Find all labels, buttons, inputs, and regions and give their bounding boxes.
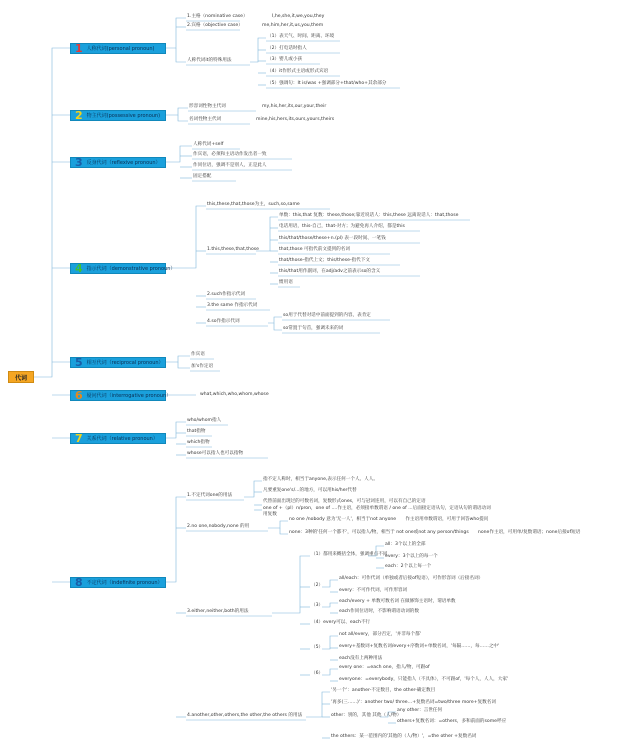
indefinite-item: 凡要重复one's/...的地方，可以用his/her代替	[263, 488, 357, 493]
category-label: 关系代词（relative pronoun）	[86, 436, 158, 442]
indefinite-item: one of +（pl）n/pron，one of ....作主语，必须接单数谓语 / one of ...后面接定语从句，定语从句的谓语动词用复数	[263, 506, 491, 517]
indefinite-item: everyone：=everybody，只能指人（不具体），不可跟of，'每个人，人人，大家'	[339, 677, 509, 682]
category-interrogative[interactable]	[70, 388, 172, 402]
indefinite-group[interactable]: 2.no one,nobody,none 的用	[187, 524, 250, 529]
indefinite-item: every+基数词+复数名词/every+序数词+单数名词，'每隔……，每……之中'	[339, 644, 500, 649]
indefinite-item: each作同位语时，不影响谓语动词的数	[339, 609, 419, 614]
indefinite-group[interactable]: 1.不定代词one的用法	[187, 493, 233, 498]
indefinite-item: other：别的，其他 其他（人/物）	[331, 713, 402, 718]
indefinite-item: not all/every，部分否定，'并非每个都'	[339, 632, 421, 637]
demonstrative-item: so用于代替对话中前面提到的内容，表肯定	[283, 313, 371, 318]
possessive-adj-words: my,his,her,its,our,your,their	[262, 104, 327, 109]
demonstrative-item: 电话用语，this-自己，that-对方；为避免再人介绍，都是this	[279, 224, 405, 229]
indefinite-sub: （2）	[311, 583, 324, 588]
category-number: 1	[75, 41, 83, 55]
category-number: 2	[75, 108, 83, 122]
personal-it-item: （5）强调句：It is/was +强调部分+that/who+其余部分	[267, 81, 387, 86]
personal-nominative-words: I,he,she,it,we,you,they	[272, 14, 325, 19]
root-node[interactable]: 代词	[8, 371, 34, 383]
reflexive-item[interactable]: 固定搭配	[193, 174, 212, 179]
indefinite-item: '另一个'：another-不定数目，the other-确定数目	[331, 688, 436, 693]
indefinite-sub: （1）都用来概括全体，强调重点不同	[311, 552, 388, 557]
personal-nominative[interactable]: 1.主格（nominative case）	[187, 14, 248, 19]
category-number: 4	[75, 261, 83, 275]
indefinite-item: all：3个以上的全部	[385, 542, 426, 547]
relative-item[interactable]: which指物	[187, 440, 210, 445]
indefinite-item: all/each：可作代词（单独或者后接of短语），可作形容词（后接名词）	[339, 576, 484, 581]
indefinite-sub: （5）	[311, 645, 324, 650]
category-number: 7	[75, 431, 83, 445]
relative-item[interactable]: whose可以指人也可以指物	[187, 451, 244, 456]
demonstrative-group[interactable]: 3.the same 作指示代词	[207, 303, 258, 308]
reciprocal-item[interactable]: 作宾语	[191, 352, 205, 357]
indefinite-item: each：2个以上每一个	[385, 564, 432, 569]
category-reciprocal[interactable]	[70, 357, 166, 368]
demonstrative-item: this/that/those/these+n.(pl) 表一段时间、一笔钱	[279, 236, 386, 241]
category-possessive[interactable]	[70, 110, 166, 121]
indefinite-sub: （3）	[311, 603, 324, 608]
demonstrative-item: so常置于句首，强调未来的词	[283, 326, 344, 331]
category-label: 相互代词（reciprocal pronoun）	[86, 360, 164, 366]
possessive-noun[interactable]: 名词性物主代词	[189, 117, 222, 122]
category-demonstrative[interactable]	[70, 261, 176, 275]
indefinite-sub: （6）	[311, 671, 324, 676]
indefinite-item: each/every + 单数可数名词 在做修饰主语时，谓语单数	[339, 599, 456, 604]
indefinite-item: any other：言世任何	[397, 708, 443, 713]
indefinite-item: no one /nobody 意为'无一人'，相当于not anyone 作主语用单数谓语，可用于回答who提问	[289, 517, 489, 522]
indefinite-item: 指不定人称时，相当于anyone,表示任何一个人、人人。	[263, 477, 378, 482]
indefinite-item: every one：=each one，指人/物，可跟of	[339, 665, 430, 670]
reciprocal-item[interactable]: 加's作定语	[191, 364, 214, 369]
demonstrative-head[interactable]: this,these,that,those为主，such,so,same	[207, 202, 300, 207]
indefinite-group[interactable]: 3.either,neither,both的用法	[187, 609, 249, 614]
indefinite-item: none：3种的'任何一个都不'，可以指人/物，相当于 not one或not any person/things none作主语，可用单/复数谓语；none后接of短语	[289, 530, 581, 535]
indefinite-item: every：3个以上的每一个	[385, 554, 438, 559]
indefinite-item: others+复数名词：=others，多和前面的some呼应	[397, 719, 507, 724]
demonstrative-item: that,those 可指代前文提到的名词	[279, 247, 350, 252]
demonstrative-item: that/those-指代上文；this/these-指代下文	[279, 258, 370, 263]
relative-item[interactable]: that指物	[187, 429, 206, 434]
category-indefinite[interactable]	[70, 577, 166, 588]
possessive-adj[interactable]: 形容词性物主代词	[189, 104, 226, 109]
indefinite-item: '再多(三……)'：another two/ three…+复数名词=two/three more+复数名词	[331, 700, 496, 705]
personal-it-special[interactable]: 人称代词it的特殊用法	[187, 58, 232, 63]
indefinite-item: the others：某一范围内的'其他的（人/物）'，=the other +复数名词	[331, 734, 477, 739]
demonstrative-group[interactable]: 1.this,these,that,those	[207, 247, 259, 252]
category-label: 人称代词(personal pronoun)	[86, 46, 155, 52]
demonstrative-group[interactable]: 2.such作指示代词	[207, 292, 246, 297]
indefinite-sub: （4）every可以、each不行	[311, 620, 371, 625]
reflexive-item[interactable]: 人称代词+self	[193, 142, 224, 147]
category-label: 反身代词（reflexive pronoun）	[86, 160, 161, 166]
demonstrative-item: 惯用语	[279, 280, 293, 285]
category-label: 疑问代词（interrogative pronoun）	[86, 393, 172, 399]
demonstrative-item: this/that用作副词，在adj/adv之前表示so的含义	[279, 269, 381, 274]
indefinite-item: 代替前面出现过的可数名词，复数形式ones，可与冠词连用，可以有自己的定语	[263, 499, 426, 504]
category-label: 指示代词（demonstrative pronoun）	[86, 266, 176, 272]
reflexive-item[interactable]: 作宾语，必须和主语动作发出者一致	[193, 152, 267, 157]
indefinite-item: every：不可作代词，可作形容词	[339, 588, 408, 593]
personal-objective[interactable]: 2.宾格（objective case）	[187, 23, 243, 28]
personal-it-item: （2）打电话时指人	[267, 46, 307, 51]
category-label: 不定代词（indefinite pronoun）	[86, 580, 163, 586]
category-reflexive[interactable]	[70, 157, 166, 168]
category-relative[interactable]	[70, 433, 166, 444]
personal-it-item: （1）表天气、时间、距离、环境	[267, 34, 335, 39]
personal-objective-words: me,him,her,it,us,you,them	[262, 23, 324, 28]
reflexive-item[interactable]: 作同位语，强调不是别人，正是此人	[193, 163, 267, 168]
category-number: 5	[75, 355, 83, 369]
category-label: 物主代词(possessive pronoun)	[86, 113, 161, 119]
indefinite-group[interactable]: 4.another,other,others,the other,the others 的用法	[187, 713, 303, 718]
personal-it-item: （3）婴儿或小孩	[267, 57, 303, 62]
category-number: 3	[75, 155, 83, 169]
category-number: 6	[75, 388, 83, 402]
interrogative-words[interactable]: what,which,who,whom,whose	[200, 392, 269, 397]
category-personal[interactable]	[70, 43, 166, 54]
possessive-noun-words: mine,his,hers,its,ours,yours,theirs	[256, 117, 335, 122]
demonstrative-group[interactable]: 4.so作指示代词	[207, 319, 240, 324]
demonstrative-item: 单数：this,that 复数：these,those;靠近说话人：this,these 远离说话人：that,those	[279, 213, 459, 218]
personal-it-item: （4）it作形式主语或形式宾语	[267, 69, 329, 74]
relative-item[interactable]: who/whom指人	[187, 418, 222, 423]
indefinite-item: each没有上两种用法	[339, 656, 383, 661]
category-number: 8	[75, 575, 83, 589]
